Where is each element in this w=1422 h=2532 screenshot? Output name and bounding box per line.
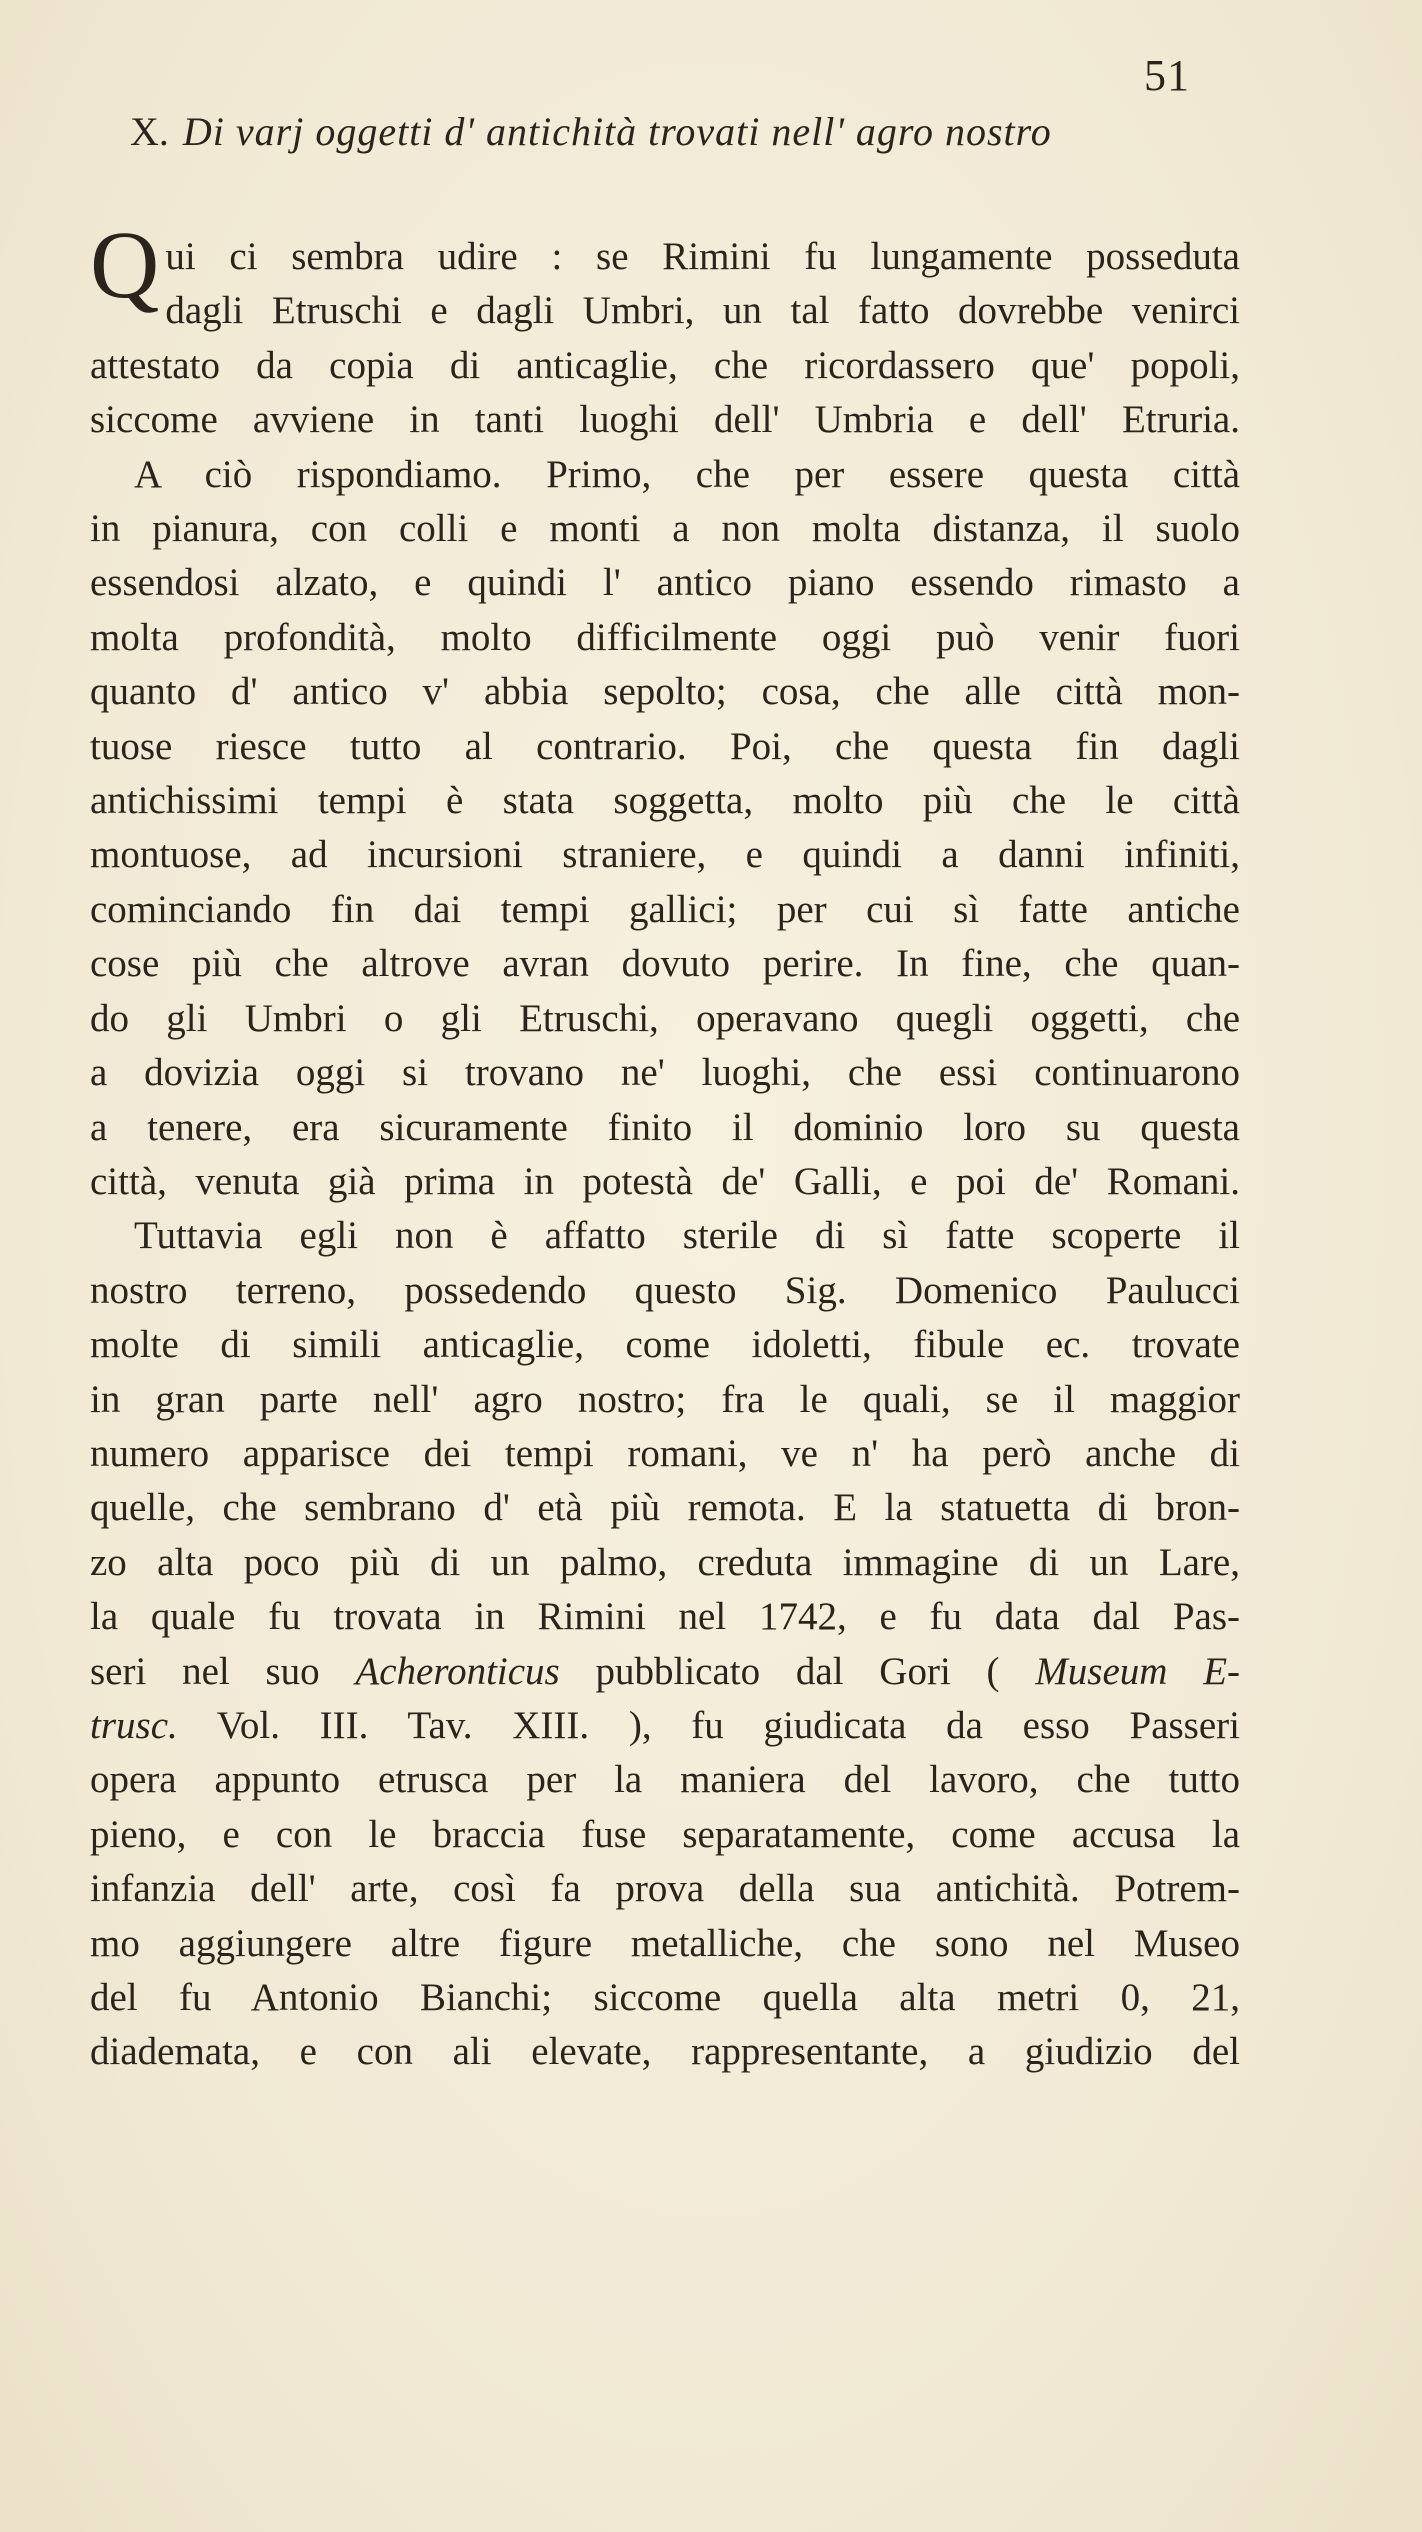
drop-cap: Q [90,211,160,318]
text-line: molte di simili anticaglie, come idoletti, fibule ec. trovate [90,1323,1240,1367]
text-line: ui ci sembra udire : se Rimini fu lungamente posseduta [165,235,1240,278]
text-line [90,1645,1240,1699]
text-line: cominciando fin dai tempi gallici; per cui sì fatte antiche [90,887,1240,931]
text-line: del fu Antonio Bianchi; siccome quella alta metri 0, 21, [90,1976,1240,2019]
text-line: attestato da copia di anticaglie, che ricordassero que' popoli, [90,343,1240,387]
body-text [90,211,1241,2080]
text-segment: Vol. III. Tav. XIII. ), fu giudicata da esso Passeri [177,1703,1240,1747]
text-line: diademata, e con ali elevate, rappresentante, a giudizio del [90,2030,1240,2074]
text-line: in pianura, con colli e monti a non molta distanza, il suolo [90,507,1240,551]
text-segment: pubblicato dal Gori ( [559,1649,1036,1693]
text-line: numero apparisce dei tempi romani, ve n' ha però anche di [90,1431,1240,1475]
chapter-number: X. [130,109,169,154]
text-line: nostro terreno, possedendo questo Sig. Domenico Paulucci [90,1268,1240,1312]
text-line: antichissimi tempi è stata soggetta, molto più che le città [90,779,1240,823]
text-line: città, venuta già prima in potestà de' Galli, e poi de' Romani. [90,1159,1240,1203]
text-line: mo aggiungere altre figure metalliche, che sono nel Museo [90,1921,1240,1965]
text-line: siccome avviene in tanti luoghi dell' Umbria e dell' Etruria. [90,398,1240,442]
page-number: 51 [1144,51,1190,100]
text-line: infanzia dell' arte, così fa prova della sua antichità. Potrem- [90,1867,1240,1911]
text-line: cose più che altrove avran dovuto perire. In fine, che quan- [90,942,1240,986]
text-line: opera appunto etrusca per la maniera del lavoro, che tutto [90,1758,1240,1802]
text-line: pieno, e con le braccia fuse separatamente, come accusa la [90,1812,1240,1856]
text-line: a tenere, era sicuramente finito il dominio loro su questa [90,1105,1240,1149]
text-line: essendosi alzato, e quindi l' antico piano essendo rimasto a [90,561,1240,605]
italic-title: Acheronticus [355,1649,560,1693]
text-segment: seri nel suo [90,1649,356,1693]
text-line: quanto d' antico v' abbia sepolto; cosa, che alle città mon- [90,670,1240,714]
italic-title: trusc. [90,1703,178,1747]
text-line: quelle, che sembrano d' età più remota. E la statuetta di bron- [90,1486,1240,1530]
text-line: a dovizia oggi si trovano ne' luoghi, che essi continuarono [90,1051,1240,1095]
chapter-heading [130,108,1230,155]
text-line: do gli Umbri o gli Etruschi, operavano quegli oggetti, che [90,996,1240,1040]
text-line: dagli Etruschi e dagli Umbri, un tal fatto dovrebbe venirci [165,289,1240,333]
chapter-title: Di varj oggetti d' antichità trovati nell' agro nostro [182,109,1052,154]
text-line: Tuttavia egli non è affatto sterile di sì fatte scoperte il [134,1214,1240,1258]
text-line: A ciò rispondiamo. Primo, che per essere questa città [134,452,1240,496]
text-line: molta profondità, molto difficilmente oggi può venir fuori [90,615,1240,659]
text-line: tuose riesce tutto al contrario. Poi, che questa fin dagli [90,724,1240,768]
text-line: la quale fu trovata in Rimini nel 1742, e fu data dal Pas- [90,1595,1240,1639]
text-line: zo alta poco più di un palmo, creduta immagine di un Lare, [90,1540,1240,1584]
text-line [90,1699,1240,1753]
text-line: in gran parte nell' agro nostro; fra le quali, se il maggior [90,1377,1240,1421]
italic-title: Museum E- [1035,1649,1241,1693]
text-line: montuose, ad incursioni straniere, e quindi a danni infiniti, [90,833,1240,877]
